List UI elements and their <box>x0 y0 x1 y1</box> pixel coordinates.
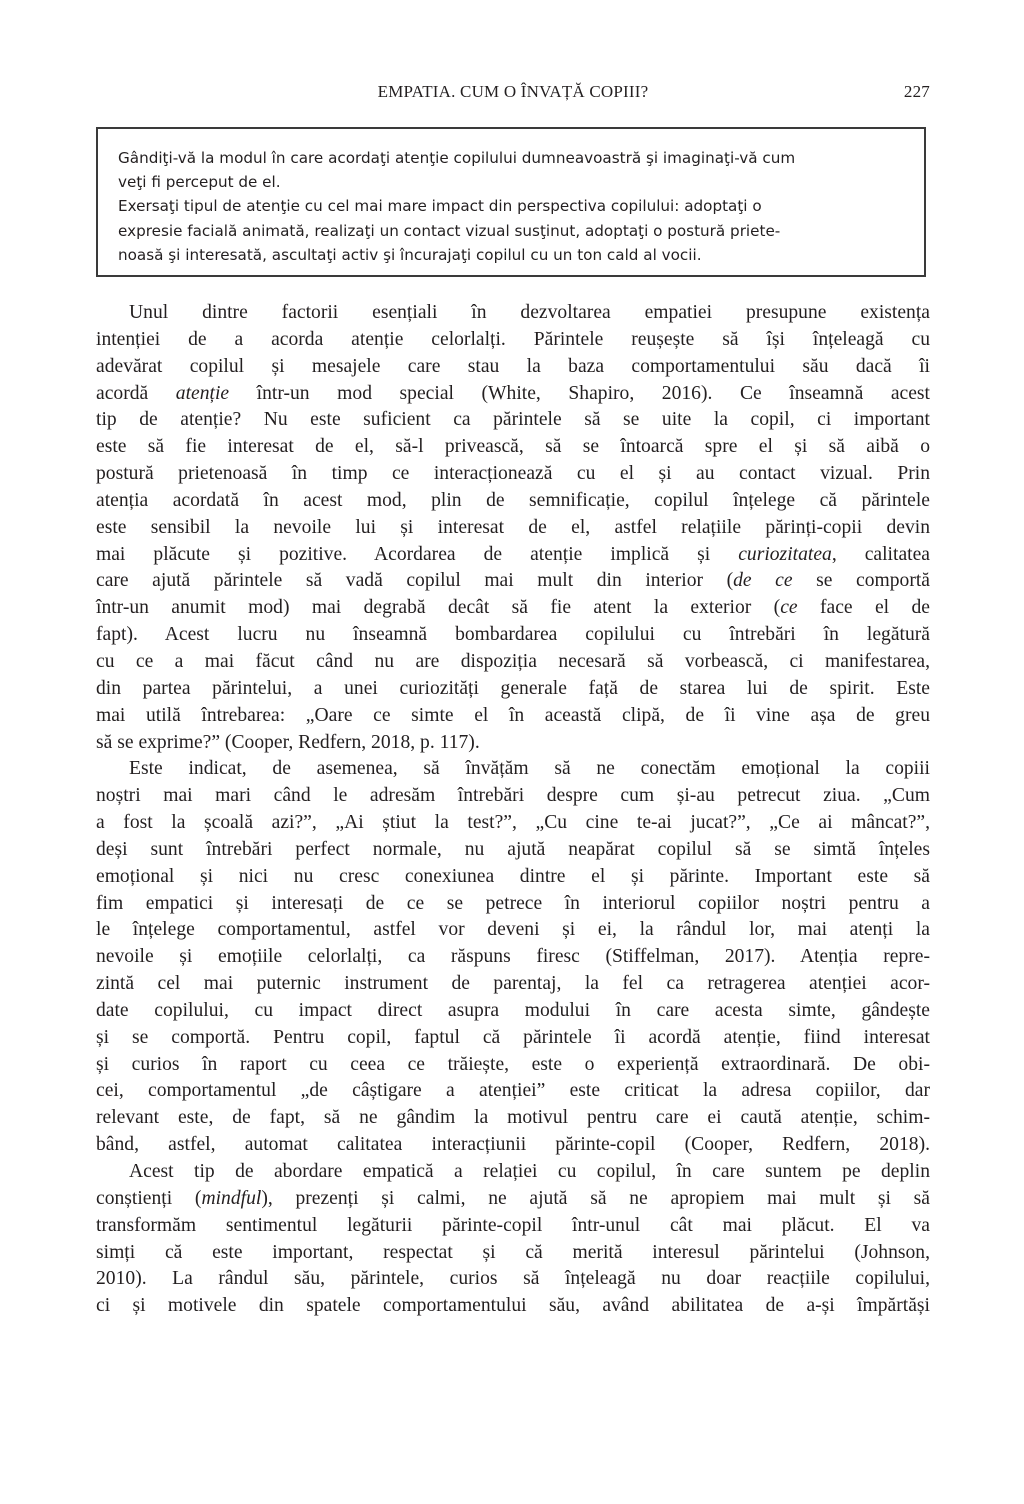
exercise-box <box>96 127 926 277</box>
text-line <box>96 944 930 971</box>
text-run: ), prezenți și calmi, ne ajută să ne apropiem mai mult și să <box>261 1187 931 1209</box>
text-line <box>96 649 930 676</box>
text-line <box>96 1240 930 1267</box>
text-run: tip de atenție? Nu este suficient ca părintele să se uite la copil, ci important <box>96 409 930 431</box>
text-line <box>96 542 930 569</box>
text-line <box>96 756 930 783</box>
text-run: este să fie interesat de el, să-l privească, să se întoarcă spre el și să aibă o <box>96 436 930 458</box>
text-run: postură prietenoasă în timp ce interacționează cu el și au contact vizual. Prin <box>96 463 930 485</box>
text-run: este sensibil la nevoile lui și interesat de el, astfel relațiile părinți-copii devin <box>96 516 930 538</box>
text-run: nevoile și emoțiile celorlalți, ca răspuns firesc (Stiffelman, 2017). Atenția repre- <box>96 946 930 968</box>
running-title: EMPATIA. CUM O ÎNVAȚĂ COPIII? <box>377 82 649 101</box>
text-run: mai plăcute și pozitive. Acordarea de atenție implică și <box>96 543 739 565</box>
text-line <box>96 676 930 703</box>
text-line <box>96 891 930 918</box>
text-run: din partea părintelui, a unei curiozități generale față de starea lui de spirit. Este <box>96 677 930 699</box>
text-run: se comportă <box>792 570 930 592</box>
text-run: ci și motivele din spatele comportamentului său, având abilitatea de a-și împărtăși <box>96 1295 930 1317</box>
text-line <box>96 810 930 837</box>
text-run: și curios în raport cu ceea ce trăiește, este o experiență extraordinară. De obi- <box>96 1053 930 1075</box>
text-run: Unul dintre factorii esențiali în dezvoltarea empatiei presupune existența <box>129 302 930 323</box>
text-run: face el de <box>797 597 930 619</box>
text-run: relevant este, de fapt, să ne gândim la motivul pentru care ei caută atenție, schim- <box>96 1107 930 1129</box>
box-line: noasă şi interesată, ascultaţi activ şi încurajaţi copilul cu un ton cald al vocii. <box>118 245 702 264</box>
text-run: să se exprime?” (Cooper, Redfern, 2018, p. 117). <box>96 731 480 753</box>
text-run: a fost la școală azi?”, „Ai știut la test?”, „Cu cine te-ai jucat?”, „Ce ai mâncat?”, <box>96 812 930 834</box>
text-line <box>96 1266 930 1293</box>
text-run: într-un anumit mod) mai degrabă decât să fie atent la exterior ( <box>96 597 781 619</box>
text-line <box>96 1025 930 1052</box>
text-run: simți că este important, respectat și că merită interesul părintelui (Johnson, <box>96 1241 930 1263</box>
text-run: mai utilă întrebarea: „Oare ce simte el în această clipă, de îi vine așa de greu <box>96 704 930 726</box>
text-line <box>96 1159 930 1186</box>
paragraph <box>96 1159 930 1320</box>
text-run: zintă cel mai puternic instrument de parentaj, la fel ca retragerea atenției acor- <box>96 973 930 995</box>
text-run: care ajută părintele să vadă copilul mai mult din interior ( <box>96 570 734 592</box>
text-line <box>96 730 930 757</box>
text-line <box>96 461 930 488</box>
text-run: emoțional și nici nu cresc conexiunea dintre el și părinte. Important este să <box>96 865 930 887</box>
text-run: deși sunt întrebări perfect normale, nu ajută neapărat copilul să se simtă înțeles <box>96 838 930 860</box>
text-run: fim empatici și interesați de ce se petrece în interiorul copiilor noștri pentru a <box>96 892 930 914</box>
text-line <box>96 1078 930 1105</box>
box-line: veţi fi perceput de el. <box>118 173 281 192</box>
text-run: și se comportă. Pentru copil, faptul că părintele îi acordă atenție, fiind interesat <box>96 1026 930 1048</box>
text-run: transformăm sentimentul legăturii părinte-copil într-unul cât mai plăcut. El va <box>96 1214 930 1236</box>
text-line <box>96 354 930 381</box>
text-run: cei, comportamentul „de câștigare a atenției” este criticat la adresa copiilor, dar <box>96 1080 930 1102</box>
text-line <box>96 488 930 515</box>
text-run: noștri mai mari când le adresăm întrebări despre cum și-au petrecut ziua. „Cum <box>96 785 930 807</box>
text-run: Acest tip de abordare empatică a relației cu copilul, în care suntem pe deplin <box>129 1161 930 1182</box>
text-line <box>96 1052 930 1079</box>
paragraph <box>96 756 930 1159</box>
text-run: conștienți ( <box>96 1187 202 1209</box>
body-text <box>96 300 930 1320</box>
text-line <box>96 434 930 461</box>
text-line <box>96 407 930 434</box>
text-run: intenției de a acorda atenție celorlalți. Părintele reușește să își înțeleagă cu <box>96 328 930 350</box>
box-line: Gândiţi-vă la modul în care acordaţi atenţie copilului dumneavoastră şi imaginaţi-vă cum <box>118 149 796 167</box>
text-line <box>96 515 930 542</box>
text-line <box>96 917 930 944</box>
text-line <box>96 1186 930 1213</box>
text-run: le înțelege comportamentul, astfel vor deveni și ei, la rândul lor, mai atenți la <box>96 919 930 941</box>
text-line <box>96 971 930 998</box>
running-header <box>96 80 930 110</box>
text-run: 2010). La rândul său, părintele, curios să înțeleagă nu doar reacțiile copilului, <box>96 1268 930 1290</box>
text-line <box>96 1132 930 1159</box>
text-run: adevărat copilul și mesajele care stau la baza comportamentului său dacă îi <box>96 355 930 377</box>
text-line <box>96 595 930 622</box>
italic-term: atenție <box>175 382 230 404</box>
italic-term: curiozitatea <box>738 543 832 565</box>
text-run: atenția acordată în acest mod, plin de semnificație, copilul înțelege că părintele <box>96 489 930 511</box>
paragraph <box>96 300 930 756</box>
box-line: Exersaţi tipul de atenţie cu cel mai mare impact din perspectiva copilului: adoptaţi o <box>118 197 762 216</box>
text-run: acordă <box>96 382 176 404</box>
italic-term: mindful <box>201 1187 262 1209</box>
text-line <box>96 998 930 1025</box>
text-run: cu ce a mai făcut când nu are dispoziția necesară să vorbească, ci manifestarea, <box>96 650 930 672</box>
text-line <box>96 1293 930 1320</box>
italic-term: ce <box>780 597 798 619</box>
text-line <box>96 568 930 595</box>
text-line <box>96 837 930 864</box>
text-run: într-un mod special (White, Shapiro, 2016). Ce înseamnă acest <box>229 382 931 404</box>
page-number: 227 <box>903 82 930 101</box>
text-line <box>96 1213 930 1240</box>
text-line <box>96 864 930 891</box>
text-run: bând, astfel, automat calitatea interacțiunii părinte-copil (Cooper, Redfern, 2018). <box>96 1134 930 1156</box>
text-run: Este indicat, de asemenea, să învățăm să ne conectăm emoțional la copiii <box>129 758 930 780</box>
text-line <box>96 622 930 649</box>
text-line <box>96 703 930 730</box>
text-line <box>96 300 930 327</box>
text-line <box>96 381 930 408</box>
text-line <box>96 327 930 354</box>
text-run: date copilului, cu impact direct asupra modului în care acesta simte, gândește <box>96 999 930 1021</box>
text-line <box>96 783 930 810</box>
italic-term: de ce <box>733 570 793 592</box>
text-run: fapt). Acest lucru nu înseamnă bombardarea copilului cu întrebări în legătură <box>96 624 930 646</box>
box-line: expresie facială animată, realizaţi un contact vizual susţinut, adoptaţi o postură priete- <box>118 221 781 240</box>
text-run: , calitatea <box>831 543 930 565</box>
text-line <box>96 1105 930 1132</box>
